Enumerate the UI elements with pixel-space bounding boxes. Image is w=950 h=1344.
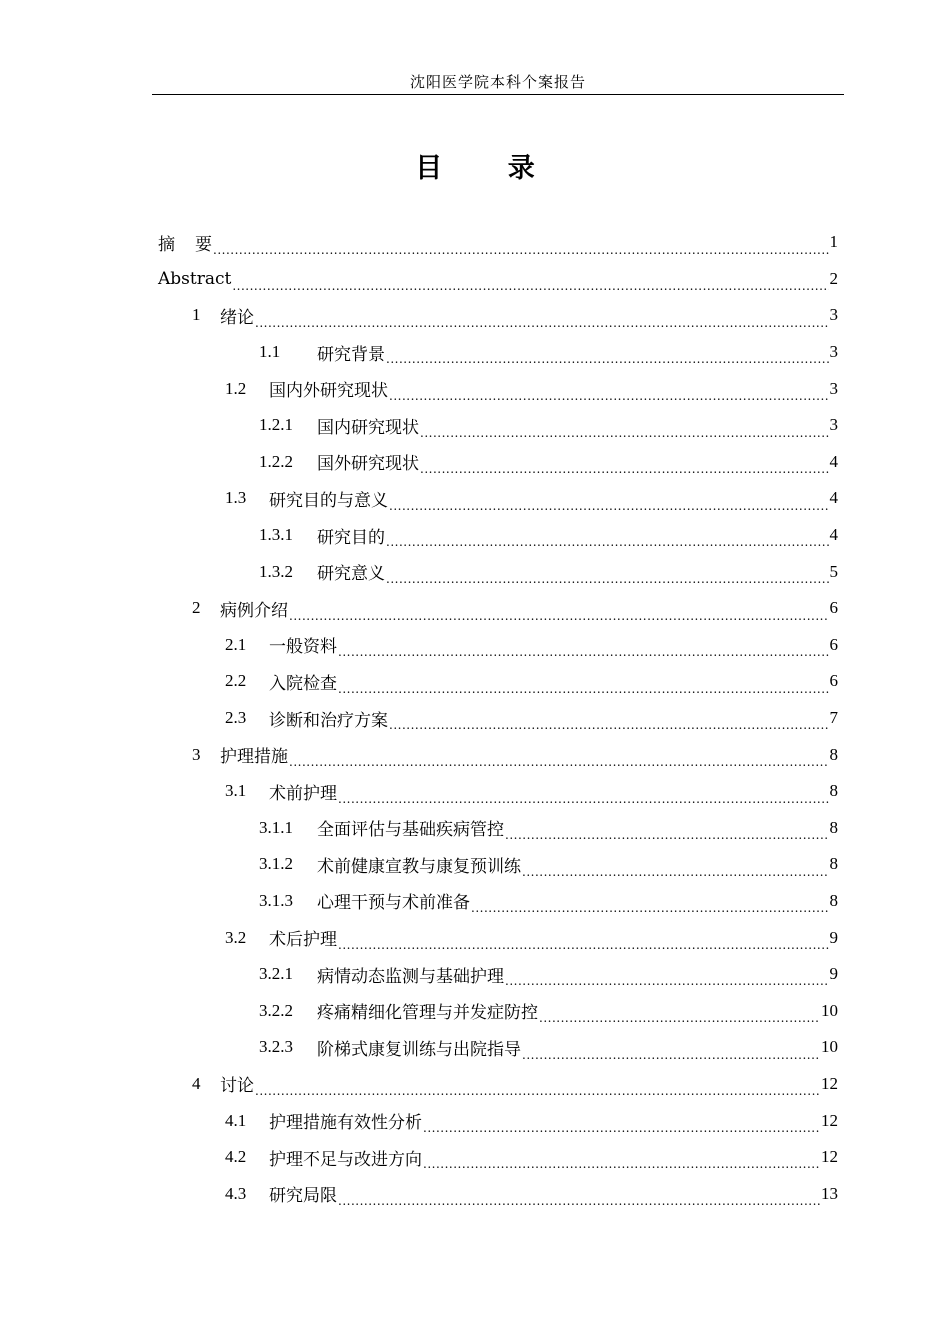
toc-entry-title: 阶梯式康复训练与出院指导 xyxy=(317,1039,521,1060)
table-of-contents xyxy=(158,224,838,1212)
toc-page-number: 4 xyxy=(829,451,838,471)
toc-entry-title: 护理措施 xyxy=(220,747,288,768)
toc-dot-leader xyxy=(213,239,829,261)
toc-entry[interactable] xyxy=(158,663,838,700)
toc-entry-title: 病例介绍 xyxy=(220,600,288,621)
toc-entry-title: 研究目的与意义 xyxy=(269,490,388,511)
toc-entry[interactable] xyxy=(158,334,838,371)
page-header xyxy=(152,70,844,95)
toc-page-number: 6 xyxy=(829,634,838,654)
toc-entry-number: 3.2 xyxy=(225,927,247,947)
toc-entry-title: 诊断和治疗方案 xyxy=(269,710,388,731)
toc-entry[interactable] xyxy=(158,1102,838,1139)
toc-entry[interactable] xyxy=(158,590,838,627)
toc-dot-leader xyxy=(389,385,829,407)
toc-dot-leader xyxy=(423,1117,820,1139)
toc-dot-leader xyxy=(522,861,829,883)
toc-entry-title: 术前护理 xyxy=(269,783,337,804)
toc-entry-title: 研究局限 xyxy=(269,1186,337,1207)
toc-page-number: 13 xyxy=(821,1183,838,1203)
toc-entry-number: 3.2.2 xyxy=(259,1000,293,1020)
toc-dot-leader xyxy=(338,1190,820,1212)
page-title: 目 录 xyxy=(415,153,563,184)
toc-entry[interactable] xyxy=(158,480,838,517)
toc-dot-leader xyxy=(338,641,829,663)
toc-page-number: 1 xyxy=(829,232,838,252)
header-text: 沈阳医学院本科个案报告 xyxy=(409,73,586,91)
toc-entry-number: 1.3.1 xyxy=(259,525,293,545)
toc-dot-leader xyxy=(522,1044,820,1066)
toc-page-number: 10 xyxy=(821,1000,838,1020)
toc-entry-title: 术前健康宣教与康复预训练 xyxy=(317,856,521,877)
toc-dot-leader xyxy=(289,751,829,773)
toc-dot-leader xyxy=(232,275,828,297)
toc-entry[interactable] xyxy=(158,810,838,847)
toc-entry[interactable] xyxy=(158,773,838,810)
toc-entry-title: 一般资料 xyxy=(269,637,337,658)
toc-entry[interactable] xyxy=(158,224,838,261)
toc-entry-title: 护理措施有效性分析 xyxy=(269,1113,422,1134)
toc-page-number: 4 xyxy=(829,488,838,508)
toc-entry-title: 疼痛精细化管理与并发症防控 xyxy=(317,1003,538,1024)
toc-entry-title: 研究背景 xyxy=(317,344,385,365)
toc-dot-leader xyxy=(420,458,829,480)
toc-entry-number: 1.1 xyxy=(259,342,281,362)
toc-page-number: 7 xyxy=(829,708,838,728)
toc-entry[interactable] xyxy=(158,883,838,920)
toc-entry[interactable] xyxy=(158,919,838,956)
toc-entry[interactable] xyxy=(158,553,838,590)
toc-entry[interactable] xyxy=(158,370,838,407)
toc-entry-number: 3.1 xyxy=(225,781,247,801)
toc-entry[interactable] xyxy=(158,1029,838,1066)
toc-page-number: 5 xyxy=(829,561,838,581)
toc-entry-number: 1.3.2 xyxy=(259,561,293,581)
toc-page-number: 9 xyxy=(829,927,838,947)
toc-entry-number: 4.3 xyxy=(225,1183,247,1203)
toc-entry-title: 国内外研究现状 xyxy=(269,381,388,402)
toc-entry-title: 心理干预与术前准备 xyxy=(317,893,470,914)
toc-entry-title: 研究目的 xyxy=(317,527,385,548)
toc-page-number: 3 xyxy=(829,305,838,325)
toc-page-number: 8 xyxy=(829,890,838,910)
toc-page-number: 3 xyxy=(829,342,838,362)
toc-dot-leader xyxy=(255,1080,820,1102)
toc-entry-title: 国内研究现状 xyxy=(317,417,419,438)
toc-page-number: 8 xyxy=(829,781,838,801)
toc-entry-title: 病情动态监测与基础护理 xyxy=(317,966,504,987)
toc-entry-title-part2: 要 xyxy=(195,234,212,255)
toc-entry-title: 研究意义 xyxy=(317,564,385,585)
toc-entry-number: 1.2.1 xyxy=(259,415,293,435)
toc-entry-number: 4.1 xyxy=(225,1110,247,1130)
toc-entry-number: 4 xyxy=(192,1073,201,1093)
toc-dot-leader xyxy=(505,970,829,992)
toc-dot-leader xyxy=(255,312,829,334)
toc-page-number: 8 xyxy=(829,744,838,764)
toc-entry[interactable] xyxy=(158,1175,838,1212)
toc-entry-number: 2 xyxy=(192,598,201,618)
toc-entry-number: 2.3 xyxy=(225,708,247,728)
toc-page-number: 3 xyxy=(829,415,838,435)
toc-entry-title: 术后护理 xyxy=(269,930,337,951)
toc-entry-number: 3.2.1 xyxy=(259,964,293,984)
toc-entry-title: 全面评估与基础疾病管控 xyxy=(317,820,504,841)
toc-entry-number: 3.1.3 xyxy=(259,890,293,910)
toc-entry-title: 入院检查 xyxy=(269,673,337,694)
toc-dot-leader xyxy=(505,824,829,846)
toc-entry-number: 4.2 xyxy=(225,1147,247,1167)
toc-entry[interactable] xyxy=(158,627,838,664)
toc-page-number: 3 xyxy=(829,378,838,398)
toc-entry-number: 2.2 xyxy=(225,671,247,691)
toc-page-number: 8 xyxy=(829,817,838,837)
toc-dot-leader xyxy=(471,897,829,919)
toc-entry-number: 3.1.1 xyxy=(259,817,293,837)
toc-page-number: 9 xyxy=(829,964,838,984)
toc-entry[interactable] xyxy=(158,992,838,1029)
toc-page-number: 6 xyxy=(829,598,838,618)
toc-entry[interactable] xyxy=(158,297,838,334)
toc-entry[interactable] xyxy=(158,261,838,298)
toc-entry[interactable] xyxy=(158,444,838,481)
toc-entry-title: Abstract xyxy=(158,268,232,289)
toc-entry-number: 1.2.2 xyxy=(259,451,293,471)
toc-entry-number: 3 xyxy=(192,744,201,764)
toc-dot-leader xyxy=(423,1153,820,1175)
toc-page-number: 12 xyxy=(821,1110,838,1130)
toc-dot-leader xyxy=(539,1007,820,1029)
toc-entry-title: 护理不足与改进方向 xyxy=(269,1149,422,1170)
toc-dot-leader xyxy=(386,531,829,553)
toc-dot-leader xyxy=(420,422,829,444)
toc-entry-title: 绪论 xyxy=(220,307,254,328)
toc-entry[interactable] xyxy=(158,700,838,737)
toc-dot-leader xyxy=(338,678,829,700)
toc-entry[interactable] xyxy=(158,846,838,883)
toc-entry[interactable] xyxy=(158,1066,838,1103)
toc-dot-leader xyxy=(386,568,829,590)
toc-entry-number: 1 xyxy=(192,305,201,325)
toc-page-number: 6 xyxy=(829,671,838,691)
toc-dot-leader xyxy=(386,348,829,370)
toc-page-number: 12 xyxy=(821,1073,838,1093)
toc-page-number: 10 xyxy=(821,1037,838,1057)
toc-entry-number: 3.2.3 xyxy=(259,1037,293,1057)
toc-page-number: 12 xyxy=(821,1147,838,1167)
toc-entry[interactable] xyxy=(158,517,838,554)
toc-entry-number: 2.1 xyxy=(225,634,247,654)
toc-entry[interactable] xyxy=(158,1139,838,1176)
toc-page-number: 4 xyxy=(829,525,838,545)
toc-dot-leader xyxy=(389,495,829,517)
toc-entry-number: 1.2 xyxy=(225,378,247,398)
toc-entry-title: 讨论 xyxy=(220,1076,254,1097)
toc-entry-title: 摘 xyxy=(158,234,175,255)
toc-entry[interactable] xyxy=(158,736,838,773)
toc-dot-leader xyxy=(389,714,829,736)
toc-entry-number: 1.3 xyxy=(225,488,247,508)
toc-page-number: 2 xyxy=(829,268,838,288)
toc-entry[interactable] xyxy=(158,956,838,993)
toc-page-number: 8 xyxy=(829,854,838,874)
toc-entry-title: 国外研究现状 xyxy=(317,454,419,475)
toc-entry-number: 3.1.2 xyxy=(259,854,293,874)
toc-dot-leader xyxy=(338,788,829,810)
toc-dot-leader xyxy=(338,934,829,956)
toc-dot-leader xyxy=(289,605,829,627)
toc-entry[interactable] xyxy=(158,407,838,444)
